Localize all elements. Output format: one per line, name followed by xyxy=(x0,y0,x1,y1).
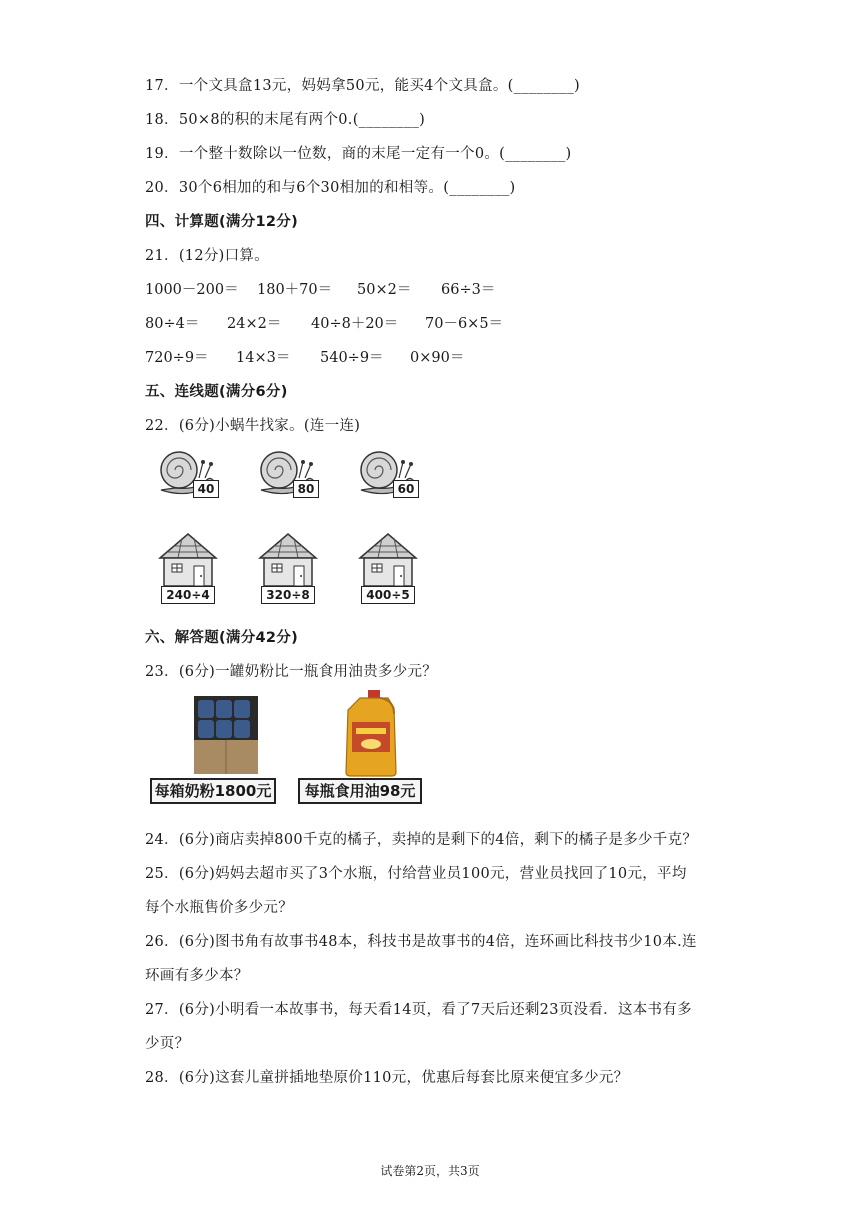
milk-powder-price: 每箱奶粉1800元 xyxy=(150,778,276,804)
question-27-cont: 少页？ xyxy=(145,1036,190,1052)
page-footer: 试卷第2页，共3页 xyxy=(380,1164,480,1178)
snail-2 xyxy=(255,448,325,504)
calc-item: 40÷8＋20＝ xyxy=(311,316,399,332)
snail-label: 60 xyxy=(393,480,419,498)
house-1 xyxy=(158,532,218,606)
question-19: 19．一个整十数除以一位数，商的末尾一定有一个0。(________) xyxy=(145,146,572,162)
calc-item: 1000－200＝ xyxy=(145,282,239,298)
calc-item: 14×3＝ xyxy=(236,350,291,366)
snail-1 xyxy=(155,448,225,504)
calc-row-3 xyxy=(145,346,464,367)
house-label: 320÷8 xyxy=(261,586,315,604)
calc-item: 0×90＝ xyxy=(410,350,465,366)
question-26-cont: 环画有多少本？ xyxy=(145,968,249,984)
section-4-title: 四、计算题(满分12分) xyxy=(145,214,299,230)
house-2 xyxy=(258,532,318,606)
calc-item: 24×2＝ xyxy=(227,316,282,332)
calc-item: 180＋70＝ xyxy=(257,282,333,298)
snail-label: 80 xyxy=(293,480,319,498)
question-24: 24．(6分)商店卖掉800千克的橘子，卖掉的是剩下的4倍，剩下的橘子是多少千克？ xyxy=(145,832,698,848)
question-20: 20．30个6相加的和与6个30相加的和相等。(________) xyxy=(145,180,516,196)
house-icon xyxy=(158,532,218,588)
house-icon xyxy=(358,532,418,588)
calc-item: 80÷4＝ xyxy=(145,316,200,332)
question-22: 22．(6分)小蜗牛找家。(连一连) xyxy=(145,418,361,434)
cooking-oil-figure xyxy=(298,688,424,806)
question-25-cont: 每个水瓶售价多少元？ xyxy=(145,900,293,916)
calc-item: 720÷9＝ xyxy=(145,350,209,366)
milk-powder-box-icon xyxy=(150,690,278,776)
snail-3 xyxy=(355,448,425,504)
milk-powder-figure xyxy=(150,690,278,806)
section-6-title: 六、解答题(满分42分) xyxy=(145,630,299,646)
calc-item: 70－6×5＝ xyxy=(425,316,504,332)
calc-item: 50×2＝ xyxy=(357,282,412,298)
house-icon xyxy=(258,532,318,588)
question-23: 23．(6分)一罐奶粉比一瓶食用油贵多少元？ xyxy=(145,664,438,680)
question-27: 27．(6分)小明看一本故事书，每天看14页，看了7天后还剩23页没看．这本书有多 xyxy=(145,1002,692,1018)
calc-row-2 xyxy=(145,312,503,333)
oil-bottle-icon xyxy=(298,688,424,778)
cooking-oil-price: 每瓶食用油98元 xyxy=(298,778,422,804)
snail-label: 40 xyxy=(193,480,219,498)
calc-item: 66÷3＝ xyxy=(441,282,496,298)
house-label: 240÷4 xyxy=(161,586,215,604)
calc-row-1 xyxy=(145,278,495,299)
question-17: 17．一个文具盒13元，妈妈拿50元，能买4个文具盒。(________) xyxy=(145,78,580,94)
question-21: 21．(12分)口算。 xyxy=(145,248,270,264)
question-18: 18．50×8的积的末尾有两个0.(________) xyxy=(145,112,426,128)
question-28: 28．(6分)这套儿童拼插地垫原价110元，优惠后每套比原来便宜多少元？ xyxy=(145,1070,629,1086)
section-5-title: 五、连线题(满分6分) xyxy=(145,384,288,400)
calc-item: 540÷9＝ xyxy=(320,350,384,366)
question-25: 25．(6分)妈妈去超市买了3个水瓶，付给营业员100元，营业员找回了10元，平均 xyxy=(145,866,687,882)
house-3 xyxy=(358,532,418,606)
question-26: 26．(6分)图书角有故事书48本，科技书是故事书的4倍，连环画比科技书少10本.连 xyxy=(145,934,697,950)
house-label: 400÷5 xyxy=(361,586,415,604)
